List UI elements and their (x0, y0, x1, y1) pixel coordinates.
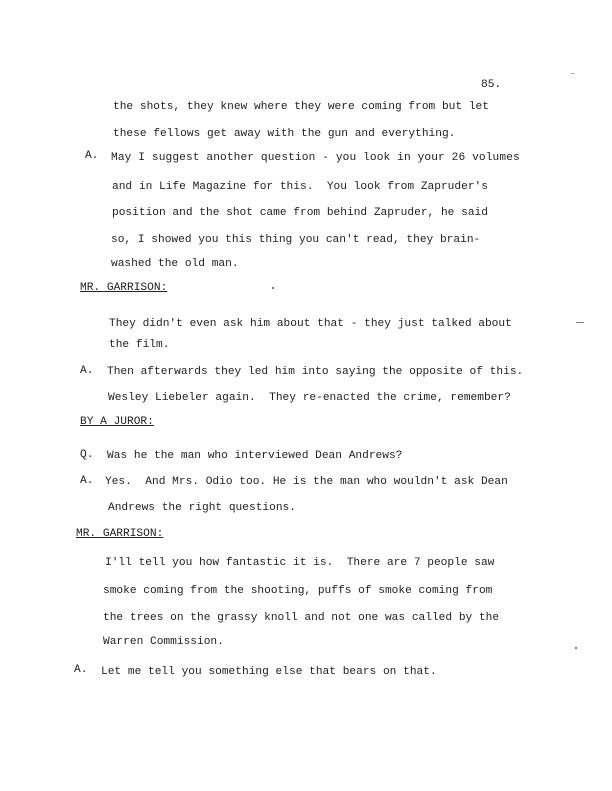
text-line: May I suggest another question - you look in your 26 volumes (111, 152, 520, 164)
text-line: position and the shot came from behind Zapruder, he said (112, 207, 488, 219)
text-line: Let me tell you something else that bears on that. (101, 666, 437, 678)
text-line: the trees on the grassy knoll and not one was called by the (103, 612, 500, 624)
answer-marker: A. (80, 475, 94, 487)
scan-speck (272, 287, 274, 289)
text-line: and in Life Magazine for this. You look from Zapruder's (112, 181, 488, 193)
text-line: Warren Commission. (103, 636, 224, 648)
speaker-heading: MR. GARRISON: (80, 282, 168, 294)
text-line: I'll tell you how fantastic it is. There are 7 people saw (105, 557, 495, 569)
page-number: 85. (481, 79, 502, 91)
text-line: Andrews the right questions. (108, 502, 296, 514)
text-line: washed the old man. (111, 258, 239, 270)
text-line: the film. (109, 339, 170, 351)
text-line: smoke coming from the shooting, puffs of smoke coming from (103, 585, 493, 597)
text-line: the shots, they knew where they were coming from but let (113, 101, 489, 113)
text-line: these fellows get away with the gun and everything. (113, 128, 456, 140)
text-line: Was he the man who interviewed Dean Andrews? (107, 450, 403, 462)
speaker-heading: MR. GARRISON: (76, 528, 164, 540)
text-line: Then afterwards they led him into saying the opposite of this. (107, 366, 524, 378)
text-line: so, I showed you this thing you can't read, they brain- (111, 234, 481, 246)
scan-speck (576, 322, 584, 323)
answer-marker: A. (80, 365, 94, 377)
text-line: Yes. And Mrs. Odio too. He is the man who wouldn't ask Dean (105, 476, 508, 488)
answer-marker: A. (85, 150, 99, 162)
answer-marker: A. (74, 664, 88, 676)
scan-speck (575, 647, 577, 649)
speaker-heading: BY A JUROR: (80, 416, 154, 428)
question-marker: Q. (80, 449, 94, 461)
text-line: Wesley Liebeler again. They re-enacted the crime, remember? (108, 392, 511, 404)
scan-speck (571, 73, 574, 74)
text-line: They didn't even ask him about that - they just talked about (109, 318, 512, 330)
